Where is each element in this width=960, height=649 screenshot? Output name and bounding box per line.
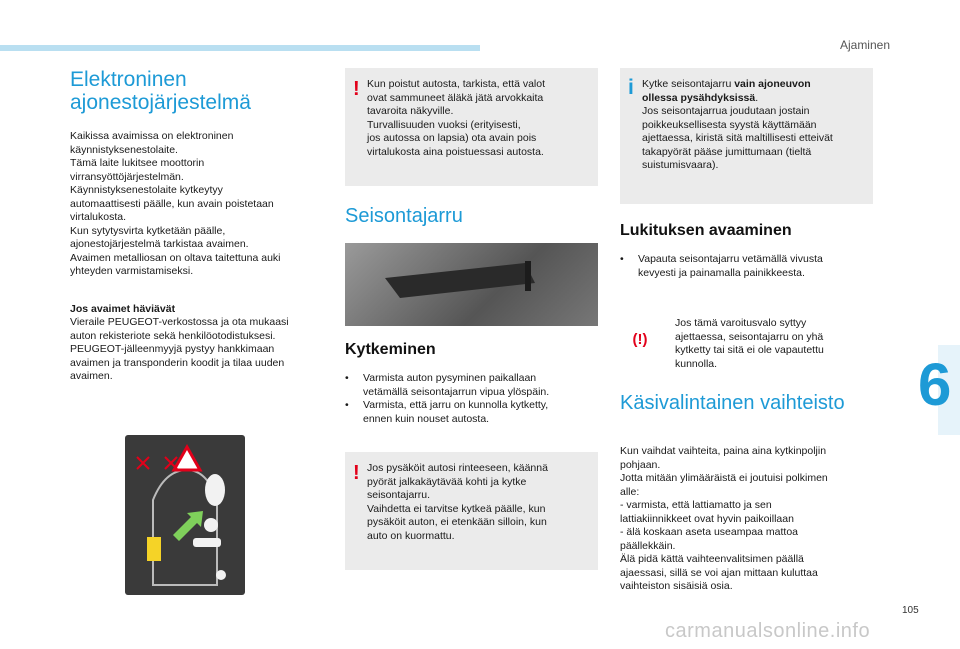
warning-icon: !: [353, 462, 360, 484]
brake-warning-lamp-icon: (!): [632, 331, 648, 348]
immobiliser-intro: Kaikissa avaimissa on elektroninen käynnistyksenestolaite. Tämä laite lukitsee moottorin virransyöttöjärjestelmän. Käynnistyksenestolaite kytkeytyy automaattisesti päälle, kun avain poistetaan virtalukosta. Kun sytytysvirta kytketään päälle, ajonestojärjestelmä tarkistaa avaimen. Avaimen metalliosan on oltava taitettuna auki yhteyden varmistamiseksi.: [70, 130, 281, 277]
warning-1-text: Kun poistut autosta, tarkista, että valot ovat sammuneet äläkä jätä arvokkaita tavaroita näkyville. Turvallisuuden vuoksi (erityisesti, jos autossa on lapsia) ota avain pois virtalukosta aina poistuessasi autosta.: [367, 78, 546, 158]
info-box: [620, 68, 873, 204]
top-accent-bar: [0, 45, 480, 51]
list-item: • Vapauta seisontajarru vetämällä vivusta kevyesti ja painamalla painikkeesta.: [620, 253, 823, 279]
immobiliser-illustration: [125, 435, 245, 595]
info-text: Kytke seisontajarru vain ajoneuvon ollessa pysähdyksissä. Jos seisontajarrua joudutaan jostain poikkeuksellisesta syystä käyttämään ajettaessa, kiristä sitä maltillisesti etteivät takapyörät pääse jumittumaan (tieltä suistumisvaara).: [642, 78, 833, 171]
warning-box-2: [345, 452, 598, 570]
immobiliser-title: Elektroninen ajonestojärjestelmä: [70, 68, 251, 114]
watermark: carmanualsonline.info: [665, 620, 871, 642]
warning-2-text: Jos pysäköit autosi rinteeseen, käännä pyörät jalkakäytävää kohti ja kytke seisontajarru. Vaihdetta ei tarvitse kytkeä päälle, kun pysäköit auton, ei etenkään silloin, kun auto on kuormattu.: [367, 462, 548, 542]
warning-box-1: [345, 68, 598, 186]
lost-keys-text: Vieraile PEUGEOT-verkostossa ja ota mukaasi auton rekisteriote sekä henkilöotodistuksesi. PEUGEOT-jälleenmyyjä pystyy hankkimaan avaimen ja transponderin koodit ja tilaa uuden avaimen.: [70, 316, 289, 382]
lamp-text: Jos tämä varoitusvalo syttyy ajettaessa, seisontajarru on yhä kytketty tai sitä ei ole vapautettu kunnolla.: [675, 317, 824, 370]
list-item: • Varmista, että jarru on kunnolla kytketty, ennen kuin nouset autosta.: [345, 399, 549, 425]
bullet-icon: •: [620, 253, 624, 265]
bullet-icon: •: [345, 372, 349, 384]
parking-brake-photo: [345, 243, 598, 326]
warning-icon: !: [353, 78, 360, 100]
lost-keys-title: Jos avaimet häviävät: [70, 302, 176, 315]
list-item: • Varmista auton pysyminen paikallaan vetämällä seisontajarrun vipua ylöspäin.: [345, 372, 550, 398]
section-title: Ajaminen: [839, 38, 890, 52]
info-icon: i: [628, 76, 634, 99]
page-number: 105: [902, 605, 919, 616]
engage-title: Kytkeminen: [345, 341, 436, 358]
engage-list: [345, 372, 598, 426]
chapter-number: 6: [918, 351, 952, 418]
gearbox-text: Kun vaihdat vaihteita, paina aina kytkinpoljin pohjaan. Jotta mitään ylimääräistä ei joutuisi polkimen alle: - varmista, että lattiamatto ja sen lattiakiinnikkeet ovat hyvin paikoillaan - älä koskaan aseta useampaa mattoa päällekkäin. Älä pidä kättä vaihteenvalitsimen päällä ajaessasi, sillä se voi ajan mittaan kuluttaa vaihteiston sisäisiä osia.: [620, 445, 828, 592]
parking-brake-title: Seisontajarru: [345, 205, 463, 227]
unlock-title: Lukituksen avaaminen: [620, 222, 792, 239]
gearbox-title: Käsivalintainen vaihteisto: [620, 392, 845, 414]
bullet-icon: •: [345, 399, 349, 411]
col1: [70, 68, 325, 384]
